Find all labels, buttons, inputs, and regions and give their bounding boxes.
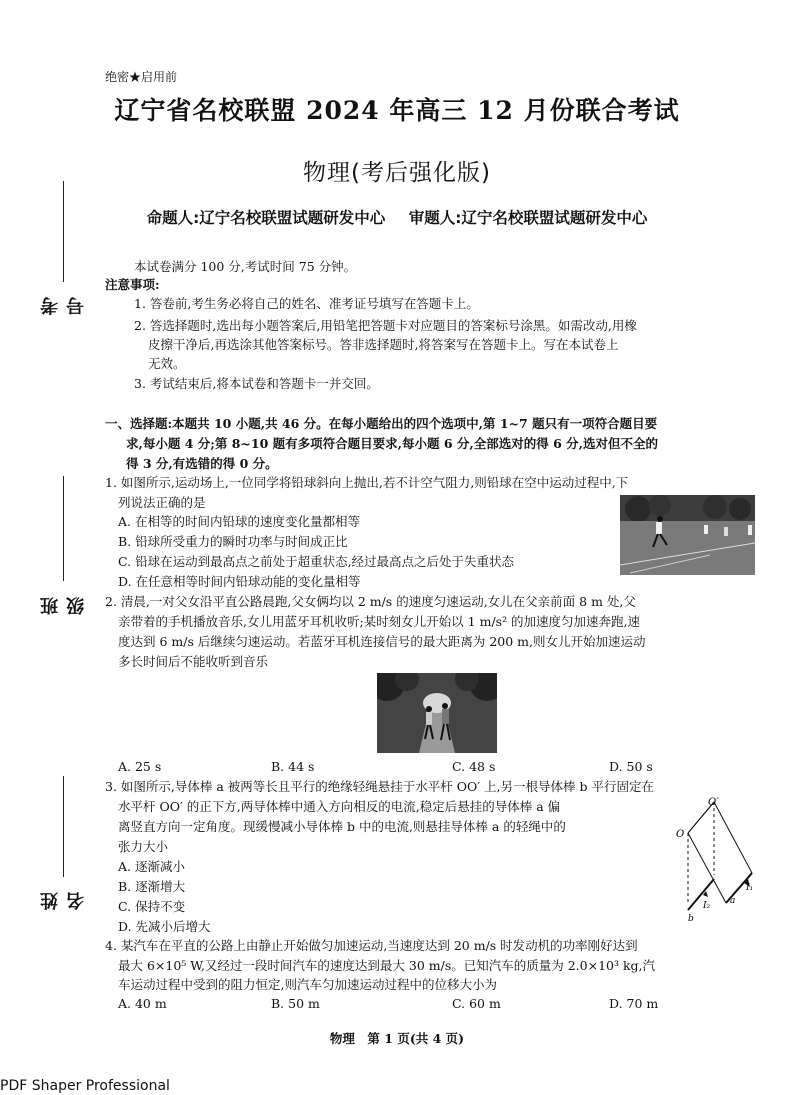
q3-stem-line4: 张力大小 bbox=[118, 839, 169, 854]
class-field bbox=[40, 470, 87, 615]
rope-1 bbox=[688, 833, 726, 903]
label-o: O bbox=[676, 829, 685, 840]
q4-stem-line3: 车运动过程中受到的阻力恒定,则汽车匀加速运动过程中的位移大小为 bbox=[118, 977, 497, 992]
q1-option-d: D. 在任意相等时间内铅球动能的变化量相等 bbox=[118, 574, 361, 589]
q2-option-b: B. 44 s bbox=[271, 759, 315, 774]
page-footer: 物理 第 1 页(共 4 页) bbox=[329, 1031, 465, 1046]
label-i1: I₁ bbox=[746, 883, 754, 893]
class-line bbox=[64, 476, 65, 581]
label-o-prime: O′ bbox=[708, 797, 719, 808]
reviewer-text: 审题人:辽宁名校联盟试题研发中心 bbox=[408, 209, 648, 227]
note-item-2-cont: 皮擦干净后,再选涂其他答案标号。答非选择题时,将答案写在答题卡上。写在本试卷上 bbox=[148, 337, 619, 352]
q2-option-a: A. 25 s bbox=[118, 759, 162, 774]
watermark-text: PDF Shaper Professional bbox=[0, 1078, 170, 1094]
q4-option-d: D. 70 m bbox=[609, 996, 659, 1011]
q3-option-a: A. 逐渐减小 bbox=[118, 859, 185, 874]
note-item-3: 3. 考试结束后,将本试卷和答题卡一并交回。 bbox=[134, 376, 379, 391]
q3-option-d: D. 先减小后增大 bbox=[118, 919, 211, 934]
q4-option-b: B. 50 m bbox=[271, 996, 320, 1011]
class-label: 班级 bbox=[40, 597, 87, 615]
q2-stem-line4: 多长时间后不能收听到音乐 bbox=[118, 654, 269, 669]
q1-stem-line1: 1. 如图所示,运动场上,一位同学将铅球斜向上抛出,若不计空气阻力,则铅球在空中运动过程中,下 bbox=[105, 475, 629, 490]
q1-option-c: C. 铅球在运动到最高点之前处于超重状态,经过最高点之后处于失重状态 bbox=[118, 554, 515, 569]
q3-option-b: B. 逐渐增大 bbox=[118, 879, 186, 894]
exam-intro: 本试卷满分 100 分,考试时间 75 分钟。 bbox=[134, 259, 357, 274]
q2-stem-line3: 度达到 6 m/s 后继续匀速运动。若蓝牙耳机连接信号的最大距离为 200 m,则女儿开始加速运动 bbox=[118, 634, 646, 649]
label-a: a bbox=[730, 896, 736, 906]
q3-stem-line2: 水平杆 OO′ 的正下方,两导体棒中通入方向相反的电流,稳定后悬挂的导体棒 a 偏 bbox=[118, 799, 561, 814]
section-heading-line2: 求,每小题 4 分;第 8~10 题有多项符合题目要求,每小题 6 分,全部选对的得 6 分,选对但不全的 bbox=[126, 436, 658, 451]
q4-option-c: C. 60 m bbox=[452, 996, 501, 1011]
note-item-2: 2. 答选择题时,选出每小题答案后,用铅笔把答题卡对应题目的答案标号涂黑。如需改动,用橡 bbox=[134, 318, 637, 333]
rope-2 bbox=[714, 802, 752, 873]
exam-title: 辽宁省名校联盟 2024 年高三 12 月份联合考试 bbox=[114, 96, 680, 125]
section-heading-line1: 一、选择题:本题共 10 小题,共 46 分。在每小题给出的四个选项中,第 1~7 题只有一项符合题目要 bbox=[105, 416, 658, 431]
q3-stem-line3: 离竖直方向一定角度。现缓慢减小导体棒 b 中的电流,则悬挂导体棒 a 的轻绳中的 bbox=[118, 819, 566, 834]
name-field bbox=[40, 770, 87, 910]
q2-stem-line2: 亲带着的手机播放音乐,女儿用蓝牙耳机收听;某时刻女儿开始以 1 m/s² 的加速度匀加速奔跑,速 bbox=[118, 614, 641, 629]
q1-stem-line2: 列说法正确的是 bbox=[118, 495, 206, 510]
q2-option-d: D. 50 s bbox=[609, 759, 653, 774]
exam-subtitle: 物理(考后强化版) bbox=[303, 160, 491, 186]
label-b: b bbox=[688, 914, 694, 924]
q1-option-a: A. 在相等的时间内铅球的速度变化量都相等 bbox=[118, 514, 360, 529]
q4-stem-line2: 最大 6×10⁵ W,又经过一段时间汽车的速度达到最大 30 m/s。已知汽车的质量为 2.0×10³ kg,汽 bbox=[118, 958, 656, 973]
jogging-photo bbox=[377, 673, 497, 753]
q2-option-c: C. 48 s bbox=[452, 759, 496, 774]
q1-option-b: B. 铅球所受重力的瞬时功率与时间成正比 bbox=[118, 534, 348, 549]
section-heading-line3: 得 3 分,有选错的得 0 分。 bbox=[126, 456, 278, 471]
q4-option-a: A. 40 m bbox=[118, 996, 167, 1011]
q3-conductor-diagram bbox=[670, 795, 765, 925]
exam-number-field bbox=[40, 175, 87, 315]
notes-heading: 注意事项: bbox=[105, 277, 160, 292]
label-i2: I₂ bbox=[703, 901, 711, 911]
exam-number-label: 考号 bbox=[40, 297, 87, 315]
q3-stem-line1: 3. 如图所示,导体棒 a 被两等长且平行的绝缘轻绳悬挂于水平杆 OO′ 上,另一根导体棒 b 平行固定在 bbox=[105, 779, 654, 794]
authors-line bbox=[0, 206, 794, 228]
name-line bbox=[64, 776, 65, 877]
q4-stem-line1: 4. 某汽车在平直的公路上由静止开始做匀加速运动,当速度达到 20 m/s 时发动机的功率刚好达到 bbox=[105, 938, 638, 953]
name-label: 姓名 bbox=[40, 892, 87, 910]
note-item-1: 1. 答卷前,考生务必将自己的姓名、准考证号填写在答题卡上。 bbox=[134, 296, 479, 311]
confidential-label: 绝密★启用前 bbox=[105, 70, 178, 84]
q2-stem-line1: 2. 清晨,一对父女沿平直公路晨跑,父女俩均以 2 m/s 的速度匀速运动,女儿在父亲前面 8 m 处,父 bbox=[105, 594, 636, 609]
shot-put-photo bbox=[620, 495, 755, 575]
exam-number-line bbox=[64, 181, 65, 282]
q3-option-c: C. 保持不变 bbox=[118, 899, 186, 914]
note-item-2-end: 无效。 bbox=[148, 356, 186, 371]
author-text: 命题人:辽宁名校联盟试题研发中心 bbox=[146, 209, 386, 227]
